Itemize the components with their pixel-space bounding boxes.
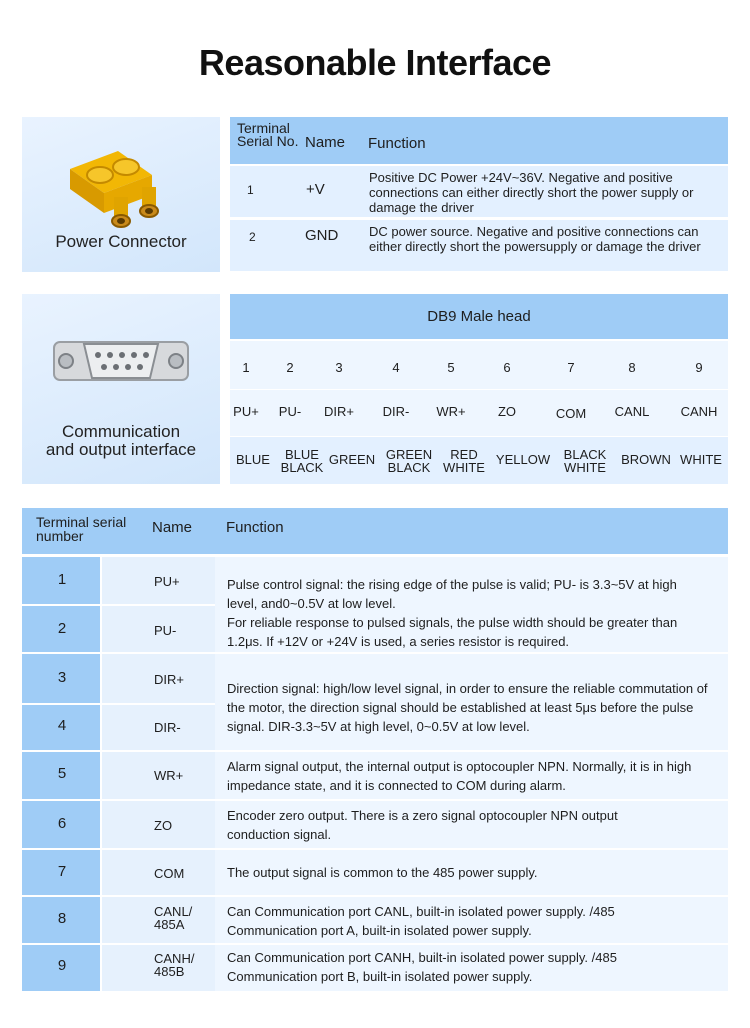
power-connector-image [22, 117, 220, 237]
db9-pin-number: 9 [695, 360, 703, 375]
db9-wire-color-word: BLUE [285, 447, 319, 462]
comm-interface-panel [22, 294, 220, 484]
db9-signal-name: CANL [614, 404, 650, 419]
terminal-name: ZO [154, 818, 173, 833]
db9-wire-color-word: BLACK [387, 460, 431, 475]
db9-wire-color-word: RED [450, 447, 478, 462]
db9-wire-color-word: BLACK [280, 460, 324, 475]
db9-wire-color [434, 448, 494, 474]
db9-wire-color-word: YELLOW [495, 452, 551, 467]
db9-wire-color-word: BLACK [563, 447, 607, 462]
db9-wire-color-word: WHITE [564, 460, 606, 475]
power-header-serial: Terminal Serial No. [237, 120, 299, 149]
db9-wire-color [379, 448, 439, 474]
function-text: Encoder zero output. There is a zero signal optocoupler NPN output conduction signal. [227, 808, 618, 842]
terminal-header-serial: Terminal serial number [36, 514, 127, 544]
db9-wire-color-word: GREEN [328, 452, 376, 467]
db9-wire-color [671, 453, 731, 466]
row-divider [22, 895, 728, 897]
terminal-name: WR+ [154, 768, 184, 783]
row-divider [22, 703, 100, 705]
terminal-name: CANL/ 485A [154, 904, 193, 932]
row-divider [22, 604, 100, 606]
function-text: Pulse control signal: the rising edge of the pulse is valid; PU- is 3.3~5V at high level, and0~0.5V at low level. [227, 577, 677, 611]
db9-pin-number: 5 [447, 360, 455, 375]
db9-signal-name: WR+ [436, 404, 466, 419]
comm-label-line1: Communication [61, 422, 181, 441]
terminal-name: PU+ [154, 574, 180, 589]
row-divider [22, 799, 728, 801]
db9-signal-name: CANH [680, 404, 718, 419]
db9-wire-color [493, 453, 553, 466]
db9-wire-color-word: WHITE [443, 460, 485, 475]
db9-signal-name: DIR- [382, 404, 410, 419]
power-row-name: GND [305, 227, 339, 244]
power-row-name: +V [306, 181, 325, 198]
db9-pin-number: 1 [242, 360, 250, 375]
db9-signal-name: DIR+ [324, 404, 354, 419]
row-divider [22, 652, 728, 654]
power-connector-label: Power Connector [55, 232, 187, 251]
terminal-number: 1 [57, 571, 67, 588]
db9-wire-color [322, 453, 382, 466]
power-row-no: 1 [247, 183, 254, 197]
db9-signal-name: COM [555, 406, 587, 421]
db9-wire-color-word: BLUE [236, 452, 270, 467]
power-header-name: Name [305, 134, 346, 151]
db9-wire-color-word: WHITE [680, 452, 722, 467]
db9-connector-image [22, 294, 220, 414]
db9-pin-number: 8 [628, 360, 636, 375]
row-divider [22, 943, 728, 945]
terminal-name: PU- [154, 623, 177, 638]
power-header-function: Function [368, 135, 426, 152]
function-text: Can Communication port CANL, built-in isolated power supply. /485 Communication port A, built-in isolated power supply. [227, 904, 615, 938]
db9-wire-color [555, 448, 615, 474]
db9-wire-color [616, 453, 676, 466]
terminal-header-name: Name [152, 519, 193, 536]
comm-label-line2: and output interface [45, 440, 197, 459]
power-row-function: DC power source. Negative and positive connections can either directly short the powersupply or damage the driver [369, 224, 701, 254]
terminal-number: 5 [57, 765, 67, 782]
power-row-no: 2 [249, 230, 256, 244]
row-divider [102, 703, 215, 705]
db9-wire-color-word: GREEN [385, 447, 433, 462]
db9-pin-number: 4 [392, 360, 400, 375]
terminal-header-function: Function [226, 519, 284, 536]
function-text: Direction signal: high/low level signal, in order to ensure the reliable commutation of the motor, the direction signal should be established at least 5μs before the pulse signal. DIR-3.3~5V at high level, 0~0.5V at low level. [227, 681, 708, 734]
db9-pin-number: 6 [503, 360, 511, 375]
function-text: The output signal is common to the 485 power supply. [227, 865, 538, 880]
row-divider [102, 604, 215, 606]
terminal-number: 4 [57, 717, 67, 734]
db9-signal-name: PU+ [233, 404, 259, 419]
power-row-function: Positive DC Power +24V~36V. Negative and positive connections can either directly short the power supply or damage the driver [369, 170, 694, 215]
terminal-number: 3 [57, 669, 67, 686]
db9-signal-name: ZO [497, 404, 517, 419]
terminal-number: 7 [57, 863, 67, 880]
row-divider [22, 750, 728, 752]
terminal-number: 8 [57, 910, 67, 927]
db9-signal-name: PU- [278, 404, 302, 419]
row-divider [22, 848, 728, 850]
function-text: For reliable response to pulsed signals, the pulse width should be greater than 1.2μs. If +12V or +24V is used, a series resistor is required. [227, 615, 678, 649]
terminal-name: DIR- [154, 720, 181, 735]
function-text: Alarm signal output, the internal output is optocoupler NPN. Normally, it is in high impedance state, and it is connected to COM during alarm. [227, 759, 692, 793]
db9-pin-number: 3 [335, 360, 343, 375]
terminal-number: 6 [57, 815, 67, 832]
db9-title: DB9 Male head [427, 308, 531, 325]
db9-wire-color-word: BROWN [621, 452, 671, 467]
power-connector-panel [22, 117, 220, 272]
terminal-name: COM [154, 866, 185, 881]
terminal-number: 2 [57, 620, 67, 637]
db9-pin-number: 2 [286, 360, 294, 375]
db9-pin-number: 7 [567, 360, 575, 375]
function-text: Can Communication port CANH, built-in isolated power supply. /485 Communication port B, built-in isolated power supply. [227, 950, 617, 984]
terminal-number: 9 [57, 957, 67, 974]
terminal-name: CANH/ 485B [154, 951, 195, 979]
terminal-name: DIR+ [154, 672, 184, 687]
page-title: Reasonable Interface [198, 42, 552, 83]
